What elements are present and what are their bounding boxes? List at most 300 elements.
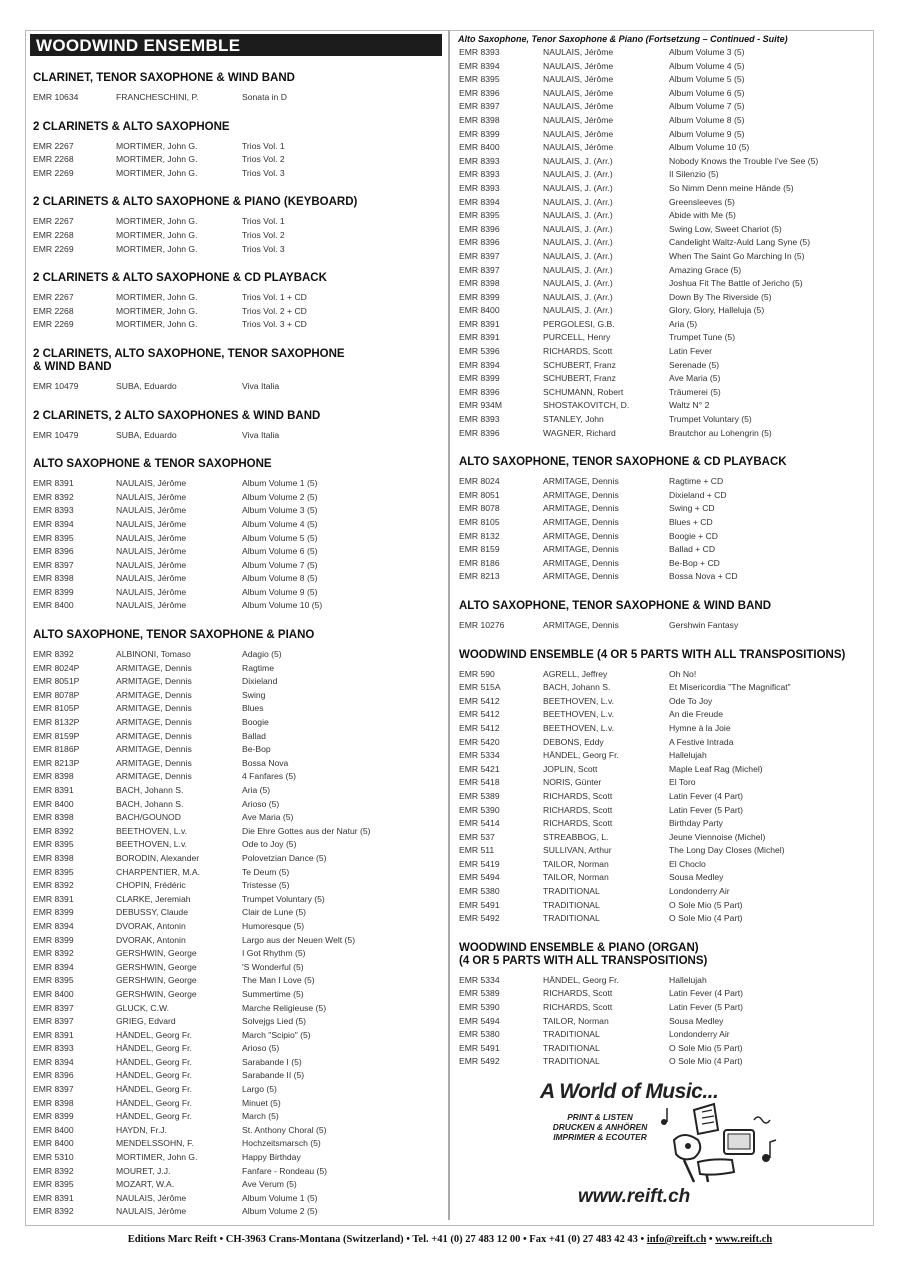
catalog-row	[30, 586, 442, 600]
catalog-row	[456, 304, 870, 318]
catalog-row	[456, 695, 870, 709]
section-title	[459, 600, 870, 613]
title: Sarabande I (5)	[242, 1056, 302, 1067]
catalog-row	[456, 141, 870, 155]
composer: STANLEY, John	[543, 414, 604, 425]
title: Clair de Lune (5)	[242, 907, 307, 918]
catalog-row	[456, 831, 870, 845]
title: Summertime (5)	[242, 988, 304, 999]
title: Sousa Medley	[669, 1015, 724, 1026]
catalog-number: EMR 934M	[459, 400, 502, 411]
composer: RICHARDS, Scott	[543, 790, 613, 801]
composer: SCHUBERT, Franz	[543, 373, 616, 384]
title: Bossa Nova	[242, 757, 289, 768]
section-title-line: WOODWIND ENSEMBLE & PIANO (ORGAN)	[459, 941, 699, 954]
title: Album Volume 7 (5)	[669, 101, 745, 112]
composer: MOZART, W.A.	[116, 1179, 175, 1190]
title: Hallelujah	[669, 974, 707, 985]
composer: TAILOR, Norman	[543, 872, 609, 883]
catalog-number: EMR 2269	[33, 167, 74, 178]
title: Album Volume 9 (5)	[669, 128, 745, 139]
composer: NAULAIS, J. (Arr.)	[543, 223, 613, 234]
title: Amazing Grace (5)	[669, 264, 742, 275]
catalog-row	[30, 1110, 442, 1124]
catalog-row	[456, 1001, 870, 1015]
catalog-number: EMR 5414	[459, 818, 500, 829]
catalog-number: EMR 8395	[459, 210, 500, 221]
catalog-row	[30, 380, 442, 394]
catalog-row	[456, 543, 870, 557]
catalog-number: EMR 8399	[33, 586, 74, 597]
catalog-row	[30, 559, 442, 573]
title: Arioso (5)	[242, 1043, 280, 1054]
catalog-row	[456, 114, 870, 128]
catalog-row	[30, 988, 442, 1002]
title: Album Volume 1 (5)	[242, 1192, 318, 1203]
catalog-number: EMR 8186P	[33, 744, 80, 755]
composer: ARMITAGE, Dennis	[543, 503, 619, 514]
title: Dixieland	[242, 676, 278, 687]
composer: BORODIN, Alexander	[116, 852, 200, 863]
catalog-number: EMR 2267	[33, 140, 74, 151]
composer: TRADITIONAL	[543, 913, 600, 924]
catalog-section	[30, 410, 442, 443]
catalog-section	[456, 456, 870, 584]
title: Trios Vol. 2 + CD	[242, 305, 307, 316]
title: Marche Religieuse (5)	[242, 1002, 327, 1013]
catalog-number: EMR 8393	[459, 47, 500, 57]
composer: HÄNDEL, Georg Fr.	[116, 1070, 192, 1081]
logo-tagline	[544, 1112, 656, 1142]
catalog-row	[30, 866, 442, 880]
title: Aria (5)	[669, 318, 698, 329]
composer: NAULAIS, Jérôme	[116, 1206, 187, 1217]
section-title-line: 2 CLARINETS & ALTO SAXOPHONE & CD PLAYBACK	[33, 272, 327, 285]
catalog-row	[456, 427, 870, 441]
catalog-row	[30, 934, 442, 948]
catalog-row	[30, 215, 442, 229]
catalog-row	[30, 689, 442, 703]
catalog-row	[30, 662, 442, 676]
composer: CHARPENTIER, M.A.	[116, 866, 201, 877]
composer: NAULAIS, J. (Arr.)	[543, 210, 613, 221]
title: March (5)	[242, 1111, 279, 1122]
composer: MORTIMER, John G.	[116, 319, 198, 330]
catalog-number: EMR 8392	[33, 649, 74, 660]
catalog-number: EMR 8391	[33, 1029, 74, 1040]
composer: HÄNDEL, Georg Fr.	[543, 974, 619, 985]
composer: ARMITAGE, Dennis	[543, 544, 619, 555]
catalog-row	[30, 1151, 442, 1165]
section-title	[33, 196, 442, 209]
title: Trios Vol. 3 + CD	[242, 319, 307, 330]
composer: GERSHWIN, George	[116, 975, 197, 986]
catalog-row	[30, 716, 442, 730]
title: Träumerei (5)	[669, 386, 721, 397]
catalog-number: EMR 8393	[33, 505, 74, 516]
composer: BACH, Johann S.	[543, 682, 611, 693]
footer-email-link[interactable]: info@reift.ch	[646, 1234, 707, 1245]
catalog-number: EMR 5491	[459, 1042, 500, 1053]
catalog-number: EMR 2267	[33, 216, 74, 227]
composer: RICHARDS, Scott	[543, 346, 613, 357]
catalog-row	[456, 209, 870, 223]
composer: ARMITAGE, Dennis	[116, 703, 192, 714]
catalog-row	[456, 46, 870, 60]
composer: FRANCHESCHINI, P.	[116, 92, 199, 102]
catalog-row	[456, 345, 870, 359]
catalog-row	[30, 1042, 442, 1056]
catalog-number: EMR 8394	[33, 961, 74, 972]
page-footer	[0, 1234, 900, 1245]
title: Die Ehre Gottes aus der Natur (5)	[242, 825, 371, 836]
composer: NAULAIS, J. (Arr.)	[543, 169, 613, 180]
title: Latin Fever (5 Part)	[669, 1002, 744, 1013]
catalog-number: EMR 8400	[33, 1124, 74, 1135]
composer: BACH, Johann S.	[116, 798, 184, 809]
title: Album Volume 3 (5)	[669, 47, 745, 57]
catalog-number: EMR 10276	[459, 619, 505, 630]
catalog-number: EMR 5412	[459, 722, 500, 733]
catalog-number: EMR 5420	[459, 736, 500, 747]
catalog-number: EMR 8398	[33, 812, 74, 823]
catalog-number: EMR 8400	[33, 1138, 74, 1149]
catalog-row	[30, 545, 442, 559]
composer: SHOSTAKOVITCH, D.	[543, 400, 630, 411]
title: Sousa Medley	[669, 872, 724, 883]
catalog-row	[456, 1028, 870, 1042]
section-title-line: 2 CLARINETS, 2 ALTO SAXOPHONES & WIND BAND	[33, 409, 321, 422]
catalog-row	[30, 1002, 442, 1016]
title: A Festive Intrada	[669, 736, 734, 747]
composer: DEBUSSY, Claude	[116, 907, 188, 918]
catalog-row	[456, 804, 870, 818]
catalog-row	[456, 619, 870, 633]
catalog-section	[30, 196, 442, 256]
title: Gershwin Fantasy	[669, 619, 739, 630]
catalog-number: EMR 5389	[459, 988, 500, 999]
title: Largo (5)	[242, 1084, 277, 1095]
catalog-row	[456, 372, 870, 386]
title: Album Volume 3 (5)	[242, 505, 318, 516]
composer: GLUCK, C.W.	[116, 1002, 170, 1013]
title: Latin Fever	[669, 346, 712, 357]
composer: NAULAIS, Jérôme	[116, 478, 187, 489]
catalog-number: EMR 8391	[33, 893, 74, 904]
catalog-row	[456, 100, 870, 114]
catalog-row	[30, 1137, 442, 1151]
right-sections	[456, 456, 870, 1069]
title: Adagio (5)	[242, 649, 282, 660]
catalog-number: EMR 590	[459, 668, 495, 679]
catalog-section	[30, 458, 442, 613]
footer-website-link[interactable]: www.reift.ch	[715, 1234, 773, 1245]
catalog-row	[30, 961, 442, 975]
title: Glory, Glory, Halleluja (5)	[669, 305, 765, 316]
catalog-number: EMR 8393	[33, 1043, 74, 1054]
title: Ode to Joy (5)	[242, 839, 297, 850]
composer: NAULAIS, Jérôme	[116, 532, 187, 543]
title: Fanfare - Rondeau (5)	[242, 1165, 328, 1176]
catalog-number: EMR 8051P	[33, 676, 80, 687]
composer: STREABBOG, L.	[543, 831, 609, 842]
catalog-number: EMR 8393	[459, 182, 500, 193]
composer: GERSHWIN, George	[116, 948, 197, 959]
catalog-row	[456, 790, 870, 804]
composer: ALBINONI, Tomaso	[116, 649, 191, 660]
catalog-row	[30, 572, 442, 586]
catalog-number: EMR 8395	[33, 975, 74, 986]
title: Polovetzian Dance (5)	[242, 852, 327, 863]
catalog-row	[456, 1042, 870, 1056]
catalog-number: EMR 8400	[459, 142, 500, 153]
catalog-number: EMR 8392	[33, 880, 74, 891]
catalog-row	[456, 155, 870, 169]
catalog-number: EMR 8399	[33, 934, 74, 945]
composer: HÄNDEL, Georg Fr.	[543, 750, 619, 761]
title: Album Volume 2 (5)	[242, 491, 318, 502]
composer: TRADITIONAL	[543, 1056, 600, 1067]
catalog-row	[456, 899, 870, 913]
catalog-number: EMR 8395	[33, 839, 74, 850]
world-of-music-logo	[536, 1078, 786, 1218]
footer-address: Editions Marc Reift • CH-3963 Crans-Montana (Switzerland) • Tel. +41 (0) 27 483 12 00 • Fax +41 (0) 27 483 42 43 •	[127, 1234, 647, 1245]
catalog-number: EMR 8396	[459, 223, 500, 234]
composer: ARMITAGE, Dennis	[543, 476, 619, 487]
composer: MORTIMER, John G.	[116, 167, 198, 178]
catalog-row	[30, 291, 442, 305]
catalog-number: EMR 8398	[33, 573, 74, 584]
catalog-number: EMR 2269	[33, 319, 74, 330]
composer: SUBA, Eduardo	[116, 380, 177, 391]
title: Trios Vol. 2	[242, 229, 285, 240]
title: Birthday Party	[669, 818, 723, 829]
catalog-row	[456, 858, 870, 872]
catalog-number: EMR 511	[459, 845, 495, 856]
catalog-row	[456, 413, 870, 427]
catalog-row	[30, 1165, 442, 1179]
title: Album Volume 1 (5)	[242, 478, 318, 489]
section-title-line: WOODWIND ENSEMBLE (4 OR 5 PARTS WITH ALL TRANSPOSITIONS)	[459, 648, 846, 661]
title: O Sole Mio (4 Part)	[669, 1056, 743, 1067]
composer: DVORAK, Antonin	[116, 934, 186, 945]
catalog-number: EMR 8400	[33, 988, 74, 999]
composer: NAULAIS, Jérôme	[543, 142, 614, 153]
catalog-number: EMR 8394	[459, 60, 500, 71]
catalog-row	[456, 987, 870, 1001]
title: Jeune Viennoise (Michel)	[669, 831, 766, 842]
catalog-number: EMR 8398	[33, 771, 74, 782]
title: Waltz N° 2	[669, 400, 710, 411]
logo-tag-fr: IMPRIMER & ECOUTER	[553, 1132, 647, 1142]
title: The Man I Love (5)	[242, 975, 315, 986]
catalog-number: EMR 8395	[33, 866, 74, 877]
title: Trumpet Voluntary (5)	[669, 414, 752, 425]
title: Serenade (5)	[669, 359, 720, 370]
title: Hochzeitsmarsch (5)	[242, 1138, 321, 1149]
title: El Choclo	[669, 858, 706, 869]
title: Brautchor au Lohengrin (5)	[669, 427, 772, 438]
musician-cartoon-icon	[654, 1100, 784, 1190]
catalog-number: EMR 8399	[33, 1111, 74, 1122]
composer: AGRELL, Jeffrey	[543, 668, 608, 679]
catalog-number: EMR 5494	[459, 1015, 500, 1026]
catalog-number: EMR 8396	[459, 237, 500, 248]
catalog-row	[30, 1192, 442, 1206]
section-title	[33, 72, 442, 85]
title: Maple Leaf Rag (Michel)	[669, 763, 763, 774]
catalog-row	[456, 250, 870, 264]
section-title	[459, 649, 870, 662]
catalog-row	[456, 331, 870, 345]
catalog-row	[456, 1055, 870, 1069]
composer: SULLIVAN, Arthur	[543, 845, 612, 856]
composer: HÄNDEL, Georg Fr.	[116, 1097, 192, 1108]
title: Viva Italia	[242, 429, 280, 440]
title: Album Volume 8 (5)	[242, 573, 318, 584]
catalog-row	[30, 477, 442, 491]
catalog-row	[456, 871, 870, 885]
catalog-number: EMR 5494	[459, 872, 500, 883]
composer: CHOPIN, Frédéric	[116, 880, 186, 891]
catalog-number: EMR 5418	[459, 777, 500, 788]
catalog-row	[30, 811, 442, 825]
catalog-number: EMR 2269	[33, 243, 74, 254]
catalog-number: EMR 515A	[459, 682, 501, 693]
catalog-row	[456, 291, 870, 305]
composer: ARMITAGE, Dennis	[543, 530, 619, 541]
composer: RICHARDS, Scott	[543, 988, 613, 999]
catalog-row	[30, 838, 442, 852]
catalog-number: EMR 8399	[459, 128, 500, 139]
catalog-number: EMR 8391	[33, 1192, 74, 1203]
catalog-number: EMR 8400	[33, 600, 74, 611]
title: Minuet (5)	[242, 1097, 281, 1108]
composer: TAILOR, Norman	[543, 1015, 609, 1026]
composer: NAULAIS, J. (Arr.)	[543, 305, 613, 316]
composer: ARMITAGE, Dennis	[116, 689, 192, 700]
catalog-row	[456, 763, 870, 777]
catalog-number: EMR 8399	[459, 291, 500, 302]
title: Album Volume 6 (5)	[242, 546, 318, 557]
composer: ARMITAGE, Dennis	[116, 717, 192, 728]
section-title-line: 2 CLARINETS & ALTO SAXOPHONE	[33, 120, 230, 133]
catalog-row	[456, 516, 870, 530]
catalog-number: EMR 8396	[33, 1070, 74, 1081]
catalog-row	[456, 475, 870, 489]
composer: HÄNDEL, Georg Fr.	[116, 1043, 192, 1054]
catalog-row	[30, 702, 442, 716]
catalog-row	[30, 518, 442, 532]
catalog-section	[30, 348, 442, 394]
title: March "Scipio" (5)	[242, 1029, 311, 1040]
composer: HAYDN, Fr.J.	[116, 1124, 167, 1135]
title: Te Deum (5)	[242, 866, 290, 877]
catalog-number: EMR 5412	[459, 709, 500, 720]
catalog-row	[30, 167, 442, 181]
catalog-row	[30, 1097, 442, 1111]
title: Londonderry Air	[669, 1029, 730, 1040]
catalog-number: EMR 8398	[459, 278, 500, 289]
catalog-number: EMR 8391	[459, 332, 500, 343]
composer: BEETHOVEN, L.v.	[116, 839, 187, 850]
title: An die Freude	[669, 709, 723, 720]
catalog-number: EMR 8391	[33, 785, 74, 795]
title: Trios Vol. 1	[242, 216, 285, 227]
catalog-section	[30, 272, 442, 332]
composer: NAULAIS, J. (Arr.)	[543, 237, 613, 248]
composer: ARMITAGE, Dennis	[543, 571, 619, 582]
catalog-number: EMR 5492	[459, 1056, 500, 1067]
catalog-row	[456, 223, 870, 237]
title: Sonata in D	[242, 92, 287, 102]
catalog-number: EMR 8397	[459, 101, 500, 112]
catalog-number: EMR 10634	[33, 92, 79, 102]
section-title-line: ALTO SAXOPHONE, TENOR SAXOPHONE & PIANO	[33, 629, 315, 642]
catalog-number: EMR 8394	[459, 359, 500, 370]
footer-separator: •	[706, 1234, 716, 1245]
catalog-row	[30, 153, 442, 167]
title: Be-Bop	[242, 744, 271, 755]
catalog-row	[30, 852, 442, 866]
title: Aria (5)	[242, 785, 271, 795]
catalog-section	[456, 942, 870, 1069]
section-title-line: CLARINET, TENOR SAXOPHONE & WIND BAND	[33, 72, 295, 84]
catalog-row	[30, 91, 442, 105]
composer: SUBA, Eduardo	[116, 429, 177, 440]
section-title	[33, 348, 442, 374]
catalog-number: EMR 5491	[459, 899, 500, 910]
title: Ave Maria (5)	[242, 812, 294, 823]
composer: NAULAIS, Jérôme	[543, 47, 614, 57]
title: I Got Rhythm (5)	[242, 948, 306, 959]
title: Album Volume 4 (5)	[242, 518, 318, 529]
catalog-row	[30, 1056, 442, 1070]
composer: MORTIMER, John G.	[116, 292, 198, 303]
composer: NAULAIS, Jérôme	[543, 60, 614, 71]
catalog-row	[456, 196, 870, 210]
composer: DVORAK, Antonin	[116, 920, 186, 931]
catalog-row	[456, 912, 870, 926]
catalog-row	[30, 906, 442, 920]
title: Swing Low, Sweet Chariot (5)	[669, 223, 782, 234]
catalog-row	[456, 399, 870, 413]
title: Blues	[242, 703, 264, 714]
composer: ARMITAGE, Dennis	[116, 744, 192, 755]
section-title-line: 2 CLARINETS & ALTO SAXOPHONE & PIANO (KEYBOARD)	[33, 196, 358, 209]
composer: NORIS, Günter	[543, 777, 602, 788]
composer: MORTIMER, John G.	[116, 216, 198, 227]
composer: NAULAIS, Jérôme	[116, 546, 187, 557]
title: Happy Birthday	[242, 1152, 301, 1163]
catalog-number: EMR 8392	[33, 1165, 74, 1176]
composer: GERSHWIN, George	[116, 988, 197, 999]
catalog-row	[456, 236, 870, 250]
catalog-row	[30, 893, 442, 907]
catalog-row	[30, 675, 442, 689]
catalog-number: EMR 8132P	[33, 717, 80, 728]
title: Swing	[242, 689, 266, 700]
catalog-row	[456, 570, 870, 584]
catalog-number: EMR 8391	[33, 478, 74, 489]
logo-title: A World of Music...	[540, 1080, 719, 1103]
catalog-row	[30, 504, 442, 518]
composer: TRADITIONAL	[543, 1042, 600, 1053]
catalog-row	[456, 128, 870, 142]
right-column	[456, 34, 870, 1069]
catalog-row	[30, 429, 442, 443]
catalog-section	[30, 72, 442, 105]
